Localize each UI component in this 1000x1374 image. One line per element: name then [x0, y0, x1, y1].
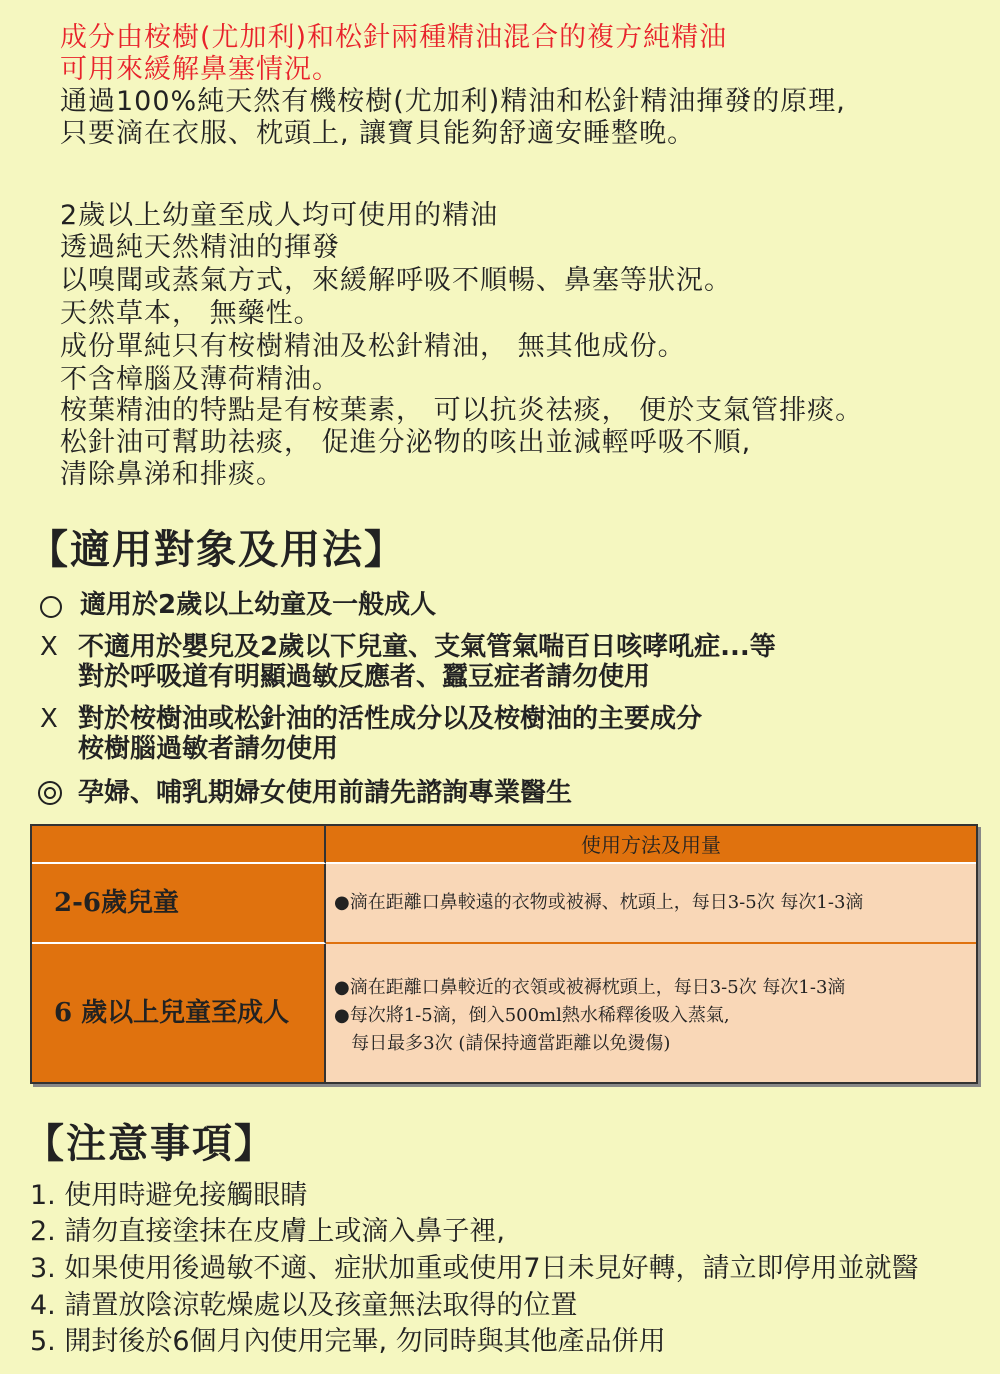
caution-item-1: 1. 使用時避免接觸眼睛: [30, 1180, 308, 1211]
usage-item-line: 桉樹腦過敏者請勿使用: [78, 734, 339, 764]
table-row-group-label: 2-6歲兒童: [32, 864, 326, 944]
desc-line-1: 透過純天然精油的揮發: [60, 232, 340, 263]
circle-mark-icon: [40, 596, 62, 618]
cross-mark-icon: X: [40, 704, 58, 734]
intro-red-line-1: 成分由桉樹(尤加利)和松針兩種精油混合的複方純精油: [60, 22, 728, 53]
desc-line-2: 以嗅聞或蒸氣方式，來緩解呼吸不順暢、鼻塞等狀況。: [60, 265, 732, 296]
instruction-line: ●滴在距離口鼻較近的衣領或被褥枕頭上，每日3-5次 每次1-3滴: [334, 977, 846, 998]
dosage-table: [30, 824, 978, 1084]
usage-item-line: 對於呼吸道有明顯過敏反應者、蠶豆症者請勿使用: [78, 662, 651, 692]
usage-section-title: 【適用對象及用法】: [28, 527, 406, 573]
desc-line-7: 松針油可幫助祛痰， 促進分泌物的咳出並減輕呼吸不順,: [60, 427, 752, 458]
desc-line-6: 桉葉精油的特點是有桉葉素， 可以抗炎祛痰， 便於支氣管排痰。: [60, 395, 864, 426]
usage-item-line: 不適用於嬰兒及2歲以下兒童、支氣管氣喘百日咳哮吼症...等: [78, 632, 776, 662]
usage-item-line: 對於桉樹油或松針油的活性成分以及桉樹油的主要成分: [78, 704, 703, 734]
table-row-instructions: [326, 944, 976, 1082]
caution-item-3: 3. 如果使用後過敏不適、症狀加重或使用7日未見好轉，請立即停用並就醫: [30, 1253, 919, 1284]
instruction-line: 每日最多3次 (請保持適當距離以免燙傷): [334, 1033, 671, 1054]
intro-line-1: 通過100%純天然有機桉樹(尤加利)精油和松針精油揮發的原理,: [60, 86, 846, 117]
usage-item-line: 適用於2歲以上幼童及一般成人: [80, 590, 437, 620]
desc-line-5: 不含樟腦及薄荷精油。: [60, 364, 340, 395]
caution-section-title: 【注意事項】: [24, 1121, 276, 1167]
desc-line-3: 天然草本， 無藥性。: [60, 298, 322, 329]
cross-mark-icon: X: [40, 632, 58, 662]
caution-item-4: 4. 請置放陰涼乾燥處以及孩童無法取得的位置: [30, 1290, 578, 1321]
desc-line-4: 成份單純只有桉樹精油及松針精油， 無其他成份。: [60, 331, 686, 362]
double-circle-mark-icon: [38, 781, 62, 805]
usage-item-line: 孕婦、哺乳期婦女使用前請先諮詢專業醫生: [78, 778, 573, 808]
intro-line-2: 只要滴在衣服、枕頭上, 讓寶貝能夠舒適安睡整晚。: [60, 118, 696, 149]
caution-item-2: 2. 請勿直接塗抹在皮膚上或滴入鼻子裡,: [30, 1216, 505, 1247]
table-header: 使用方法及用量: [326, 826, 976, 864]
instruction-line: ●每次將1-5滴，倒入500ml熱水稀釋後吸入蒸氣,: [334, 1005, 730, 1026]
table-row-instructions: [326, 864, 976, 944]
caution-item-5: 5. 開封後於6個月內使用完畢, 勿同時與其他產品併用: [30, 1326, 666, 1357]
desc-heading: 2歲以上幼童至成人均可使用的精油: [60, 200, 499, 231]
desc-line-8: 清除鼻涕和排痰。: [60, 459, 284, 490]
table-header-blank: [32, 826, 326, 864]
intro-red-line-2: 可用來緩解鼻塞情況。: [60, 54, 340, 85]
instruction-line: ●滴在距離口鼻較遠的衣物或被褥、枕頭上，每日3-5次 每次1-3滴: [334, 892, 864, 913]
table-row-group-label: 6 歲以上兒童至成人: [32, 944, 326, 1082]
